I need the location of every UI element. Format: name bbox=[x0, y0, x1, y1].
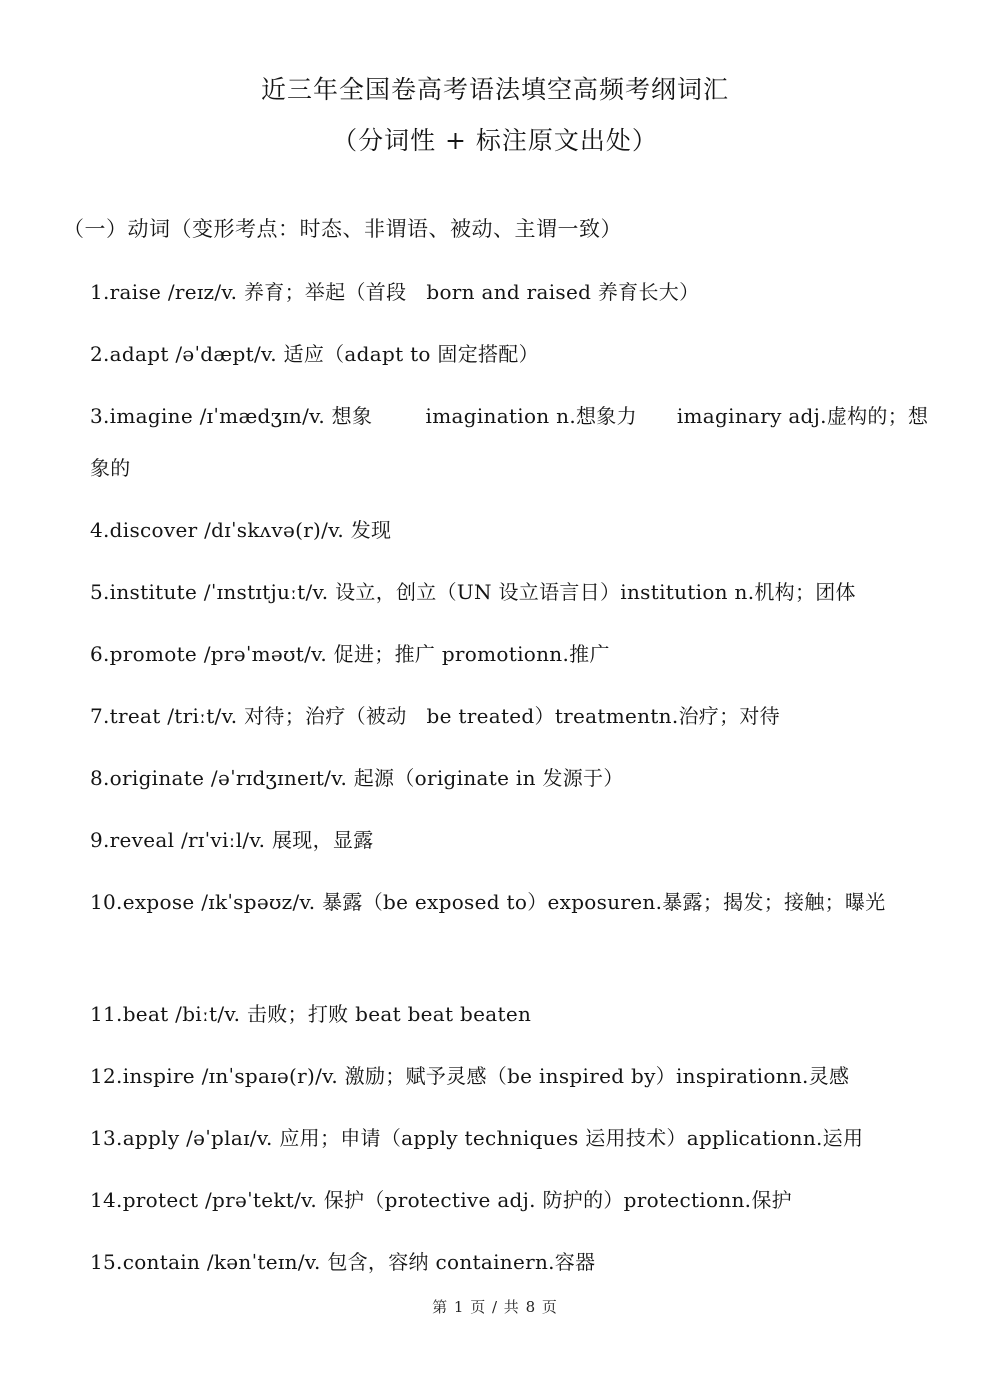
vocab-entry: 8.originate /əˈrɪdʒɪneɪt/v. 起源（originate in 发源于） bbox=[90, 766, 624, 790]
document-title: 近三年全国卷高考语法填空高频考纲词汇 bbox=[260, 75, 729, 104]
vocab-entry: 5.institute /ˈɪnstɪtjuːt/v. 设立，创立（UN 设立语言日）institution n.机构；团体 bbox=[90, 580, 856, 604]
vocab-entry: 13.apply /əˈplaɪ/v. 应用；申请（apply techniques 运用技术）applicationn.运用 bbox=[90, 1126, 864, 1150]
vocab-entry: 15.contain /kənˈteɪn/v. 包含，容纳 containern.容器 bbox=[90, 1250, 596, 1274]
vocab-entry: 14.protect /prəˈtekt/v. 保护（protective adj. 防护的）protectionn.保护 bbox=[90, 1188, 792, 1212]
document-subtitle: （分词性 + 标注原文出处） bbox=[332, 126, 658, 155]
vocab-entry: 3.imagine /ɪˈmædʒɪn/v. 想象 imagination n.想象力 imaginary adj.虚构的；想象的 bbox=[90, 404, 929, 480]
section-heading: （一）动词（变形考点：时态、非谓语、被动、主谓一致） bbox=[63, 217, 622, 241]
vocab-entry: 12.inspire /ɪnˈspaɪə(r)/v. 激励；赋予灵感（be inspired by）inspirationn.灵感 bbox=[90, 1064, 850, 1088]
vocab-entry: 7.treat /triːt/v. 对待；治疗（被动 be treated）treatmentn.治疗；对待 bbox=[90, 704, 780, 728]
vocab-entry: 9.reveal /rɪˈviːl/v. 展现，显露 bbox=[90, 828, 374, 852]
page-footer: 第 1 页 / 共 8 页 bbox=[432, 1298, 558, 1316]
vocab-entry: 11.beat /biːt/v. 击败；打败 beat beat beaten bbox=[90, 1002, 532, 1026]
vocab-entry: 2.adapt /əˈdæpt/v. 适应（adapt to 固定搭配） bbox=[90, 342, 539, 366]
vocab-entry: 1.raise /reɪz/v. 养育；举起（首段 born and raised 养育长大） bbox=[90, 280, 700, 304]
vocab-entry: 6.promote /prəˈməʊt/v. 促进；推广 promotionn.推广 bbox=[90, 642, 610, 666]
vocab-entry: 10.expose /ɪkˈspəʊz/v. 暴露（be exposed to）exposuren.暴露；揭发；接触；曝光 bbox=[90, 890, 886, 914]
vocab-entry: 4.discover /dɪˈskʌvə(r)/v. 发现 bbox=[90, 518, 392, 542]
